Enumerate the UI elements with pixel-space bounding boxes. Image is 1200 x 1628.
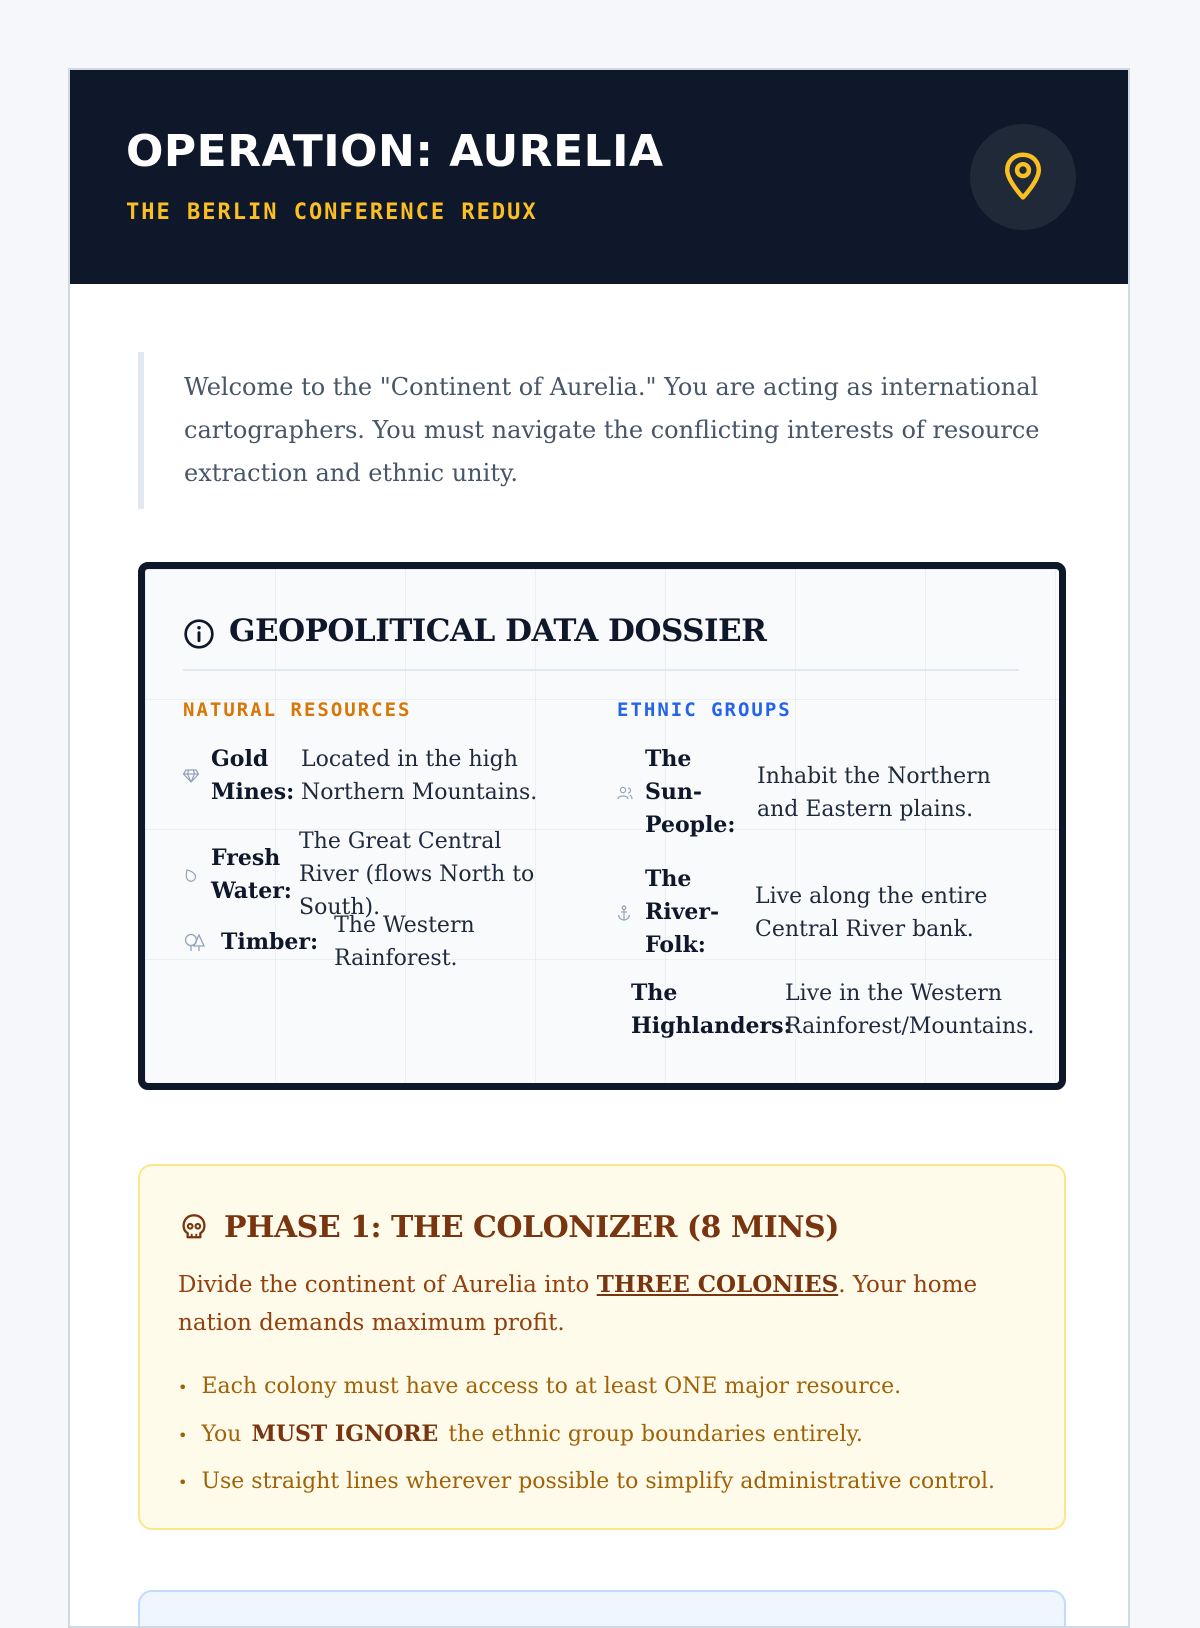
ethnic-highlanders [631, 977, 1035, 1043]
data-dossier [138, 562, 1066, 1090]
description-text: Divide the continent of Aurelia into [178, 1272, 597, 1298]
dossier-title: GEOPOLITICAL DATA DOSSIER [229, 613, 767, 649]
rule-text: You [201, 1422, 242, 1447]
ethnic-key: The Sun-People: [645, 746, 736, 838]
gem-icon [183, 769, 211, 783]
three-colonies-emphasis: THREE COLONIES [596, 1271, 839, 1298]
map-pin-icon [1000, 151, 1046, 203]
mission-card [68, 68, 1130, 1628]
rule-item: • Each colony must have access to at least ONE major resource. [178, 1374, 902, 1399]
phase-1-description [178, 1266, 1018, 1342]
water-drop-icon [183, 868, 211, 882]
skull-icon [180, 1213, 208, 1243]
page-title: OPERATION: AURELIA [126, 126, 664, 177]
ethnic-key: The River-Folk: [645, 866, 720, 958]
phase-1-header [180, 1210, 839, 1245]
dossier-header [183, 611, 1019, 671]
phase-1-title: PHASE 1: THE COLONIZER (8 MINS) [224, 1210, 839, 1245]
resource-key: Fresh Water: [211, 844, 292, 904]
info-icon [183, 618, 215, 650]
rule-text: Use straight lines wherever possible to simplify administrative control. [201, 1469, 996, 1494]
resource-key: Gold Mines: [211, 746, 295, 805]
resource-key: Timber: [221, 928, 319, 955]
map-pin-badge [970, 124, 1076, 230]
ethnic-value: Inhabit the Northern and Eastern plains. [757, 763, 991, 822]
rule-item: • Use straight lines wherever possible to simplify administrative control. [178, 1469, 996, 1494]
next-phase-panel [138, 1590, 1066, 1628]
phase-1-panel [138, 1164, 1066, 1530]
description-text: . Your home nation demands maximum profit. [178, 1272, 978, 1336]
resource-value: The Western Rainforest. [334, 913, 475, 971]
resource-value: Located in the high Northern Mountains. [301, 747, 538, 805]
page-subtitle: THE BERLIN CONFERENCE REDUX [126, 200, 538, 225]
ethnic-value: Live in the Western Rainforest/Mountains. [785, 981, 1035, 1039]
header [70, 70, 1128, 284]
ethnic-groups-label: ETHNIC GROUPS [617, 699, 792, 721]
rule-text: Each colony must have access to at least ONE major resource. [201, 1374, 902, 1399]
intro-quote: Welcome to the "Continent of Aurelia." You are acting as international cartographers. You must navigate the conflicting interests of resource extraction and ethnic unity. [138, 352, 1068, 509]
people-icon [617, 786, 645, 800]
rule-text: the ethnic group boundaries entirely. [448, 1422, 863, 1447]
rule-emphasis: MUST IGNORE [251, 1421, 439, 1447]
resource-value: The Great Central River (flows North to South). [299, 829, 535, 920]
resources-label: NATURAL RESOURCES [183, 699, 412, 721]
phase-1-rules [178, 1364, 1038, 1506]
ethnic-value: Live along the entire Central River bank. [755, 883, 988, 942]
resource-timber [183, 909, 534, 975]
ethnic-sun-people [617, 743, 997, 842]
trees-icon [183, 932, 221, 952]
anchor-icon [617, 905, 645, 921]
resource-gold [183, 743, 551, 809]
ethnic-key: The Highlanders: [631, 980, 792, 1039]
rule-item: • You MUST IGNORE the ethnic group boundaries entirely. [178, 1421, 863, 1447]
ethnic-river-folk [617, 863, 995, 962]
